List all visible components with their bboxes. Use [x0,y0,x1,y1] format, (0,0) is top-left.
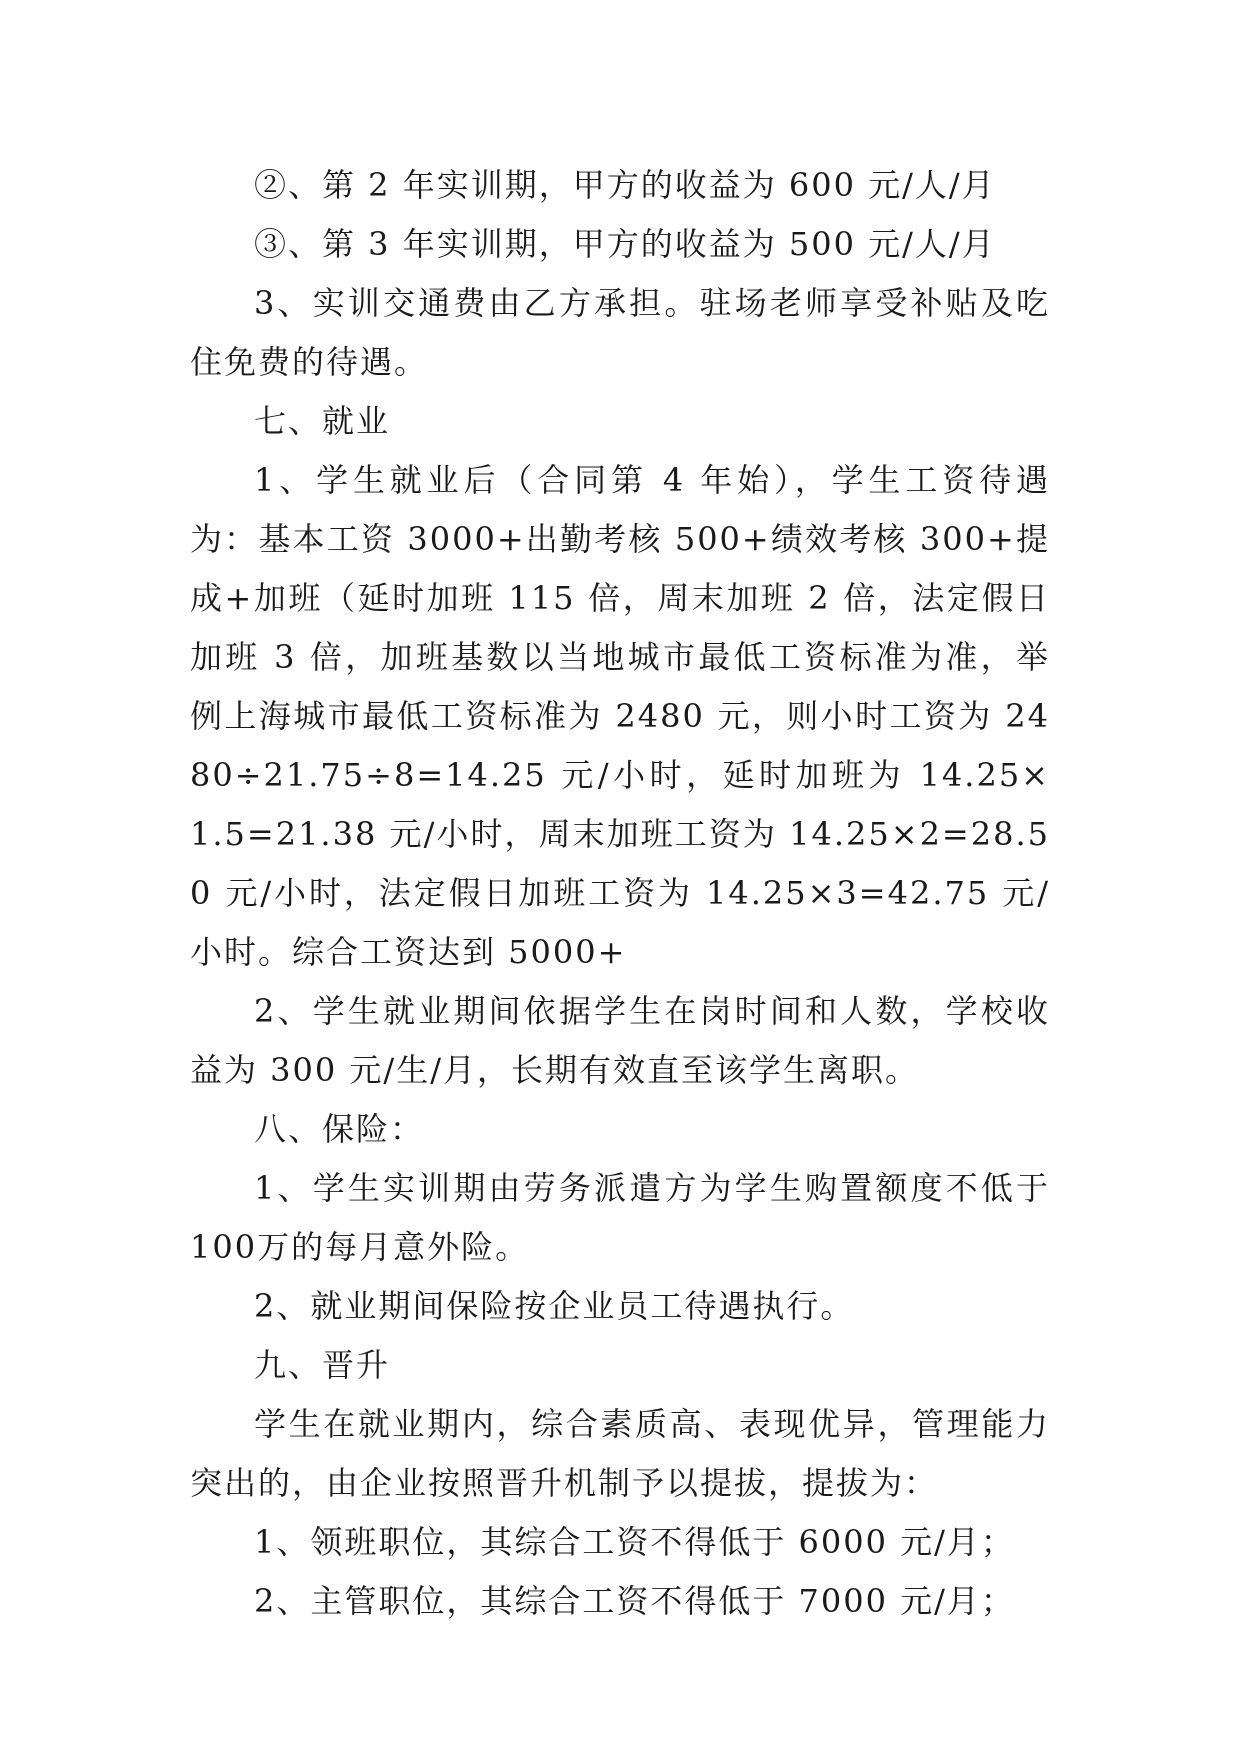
paragraph-salary-details: 1、学生就业后（合同第 4 年始），学生工资待遇为：基本工资 3000+出勤考核 500+绩效考核 300+提成+加班（延时加班 115 倍，周末加班 2 倍，法定假日加班 3 倍，加班基数以当地城市最低工资标准为准，举例上海城市最低工资标准为 2480 元，则小时工资为 2480÷21.75÷8=14.25 元/小时，延时加班为 14.25×1.5=21.38 元/小时，周末加班工资为 14.25×2=28.50 元/小时，法定假日加班工资为 14.25×3=42.75 元/小时。综合工资达到 5000+ [190,461,1050,971]
paragraph-year3-income: ③、第 3 年实训期，甲方的收益为 500 元/人/月 [254,225,996,263]
section-heading-employment: 七、就业 [254,402,391,440]
paragraph-promotion-intro: 学生在就业期内，综合素质高、表现优异，管理能力突出的，由企业按照晋升机制予以提拔，提拔为： [190,1405,1050,1502]
paragraph-school-income: 2、学生就业期间依据学生在岗时间和人数，学校收益为 300 元/生/月，长期有效直至该学生离职。 [190,992,1050,1089]
section-heading-insurance: 八、保险： [254,1110,425,1148]
paragraph-team-leader-salary: 1、领班职位，其综合工资不得低于 6000 元/月； [254,1523,1015,1561]
paragraph-year2-income: ②、第 2 年实训期，甲方的收益为 600 元/人/月 [254,166,996,204]
section-heading-promotion: 九、晋升 [254,1346,391,1384]
paragraph-supervisor-salary: 2、主管职位，其综合工资不得低于 7000 元/月； [254,1582,1015,1620]
paragraph-transport-fee: 3、实训交通费由乙方承担。驻场老师享受补贴及吃住免费的待遇。 [190,284,1050,381]
paragraph-employment-insurance: 2、就业期间保险按企业员工待遇执行。 [254,1287,855,1325]
paragraph-training-insurance: 1、学生实训期由劳务派遣方为学生购置额度不低于 100万的每月意外险。 [190,1169,1050,1266]
document-body [190,156,1050,1631]
